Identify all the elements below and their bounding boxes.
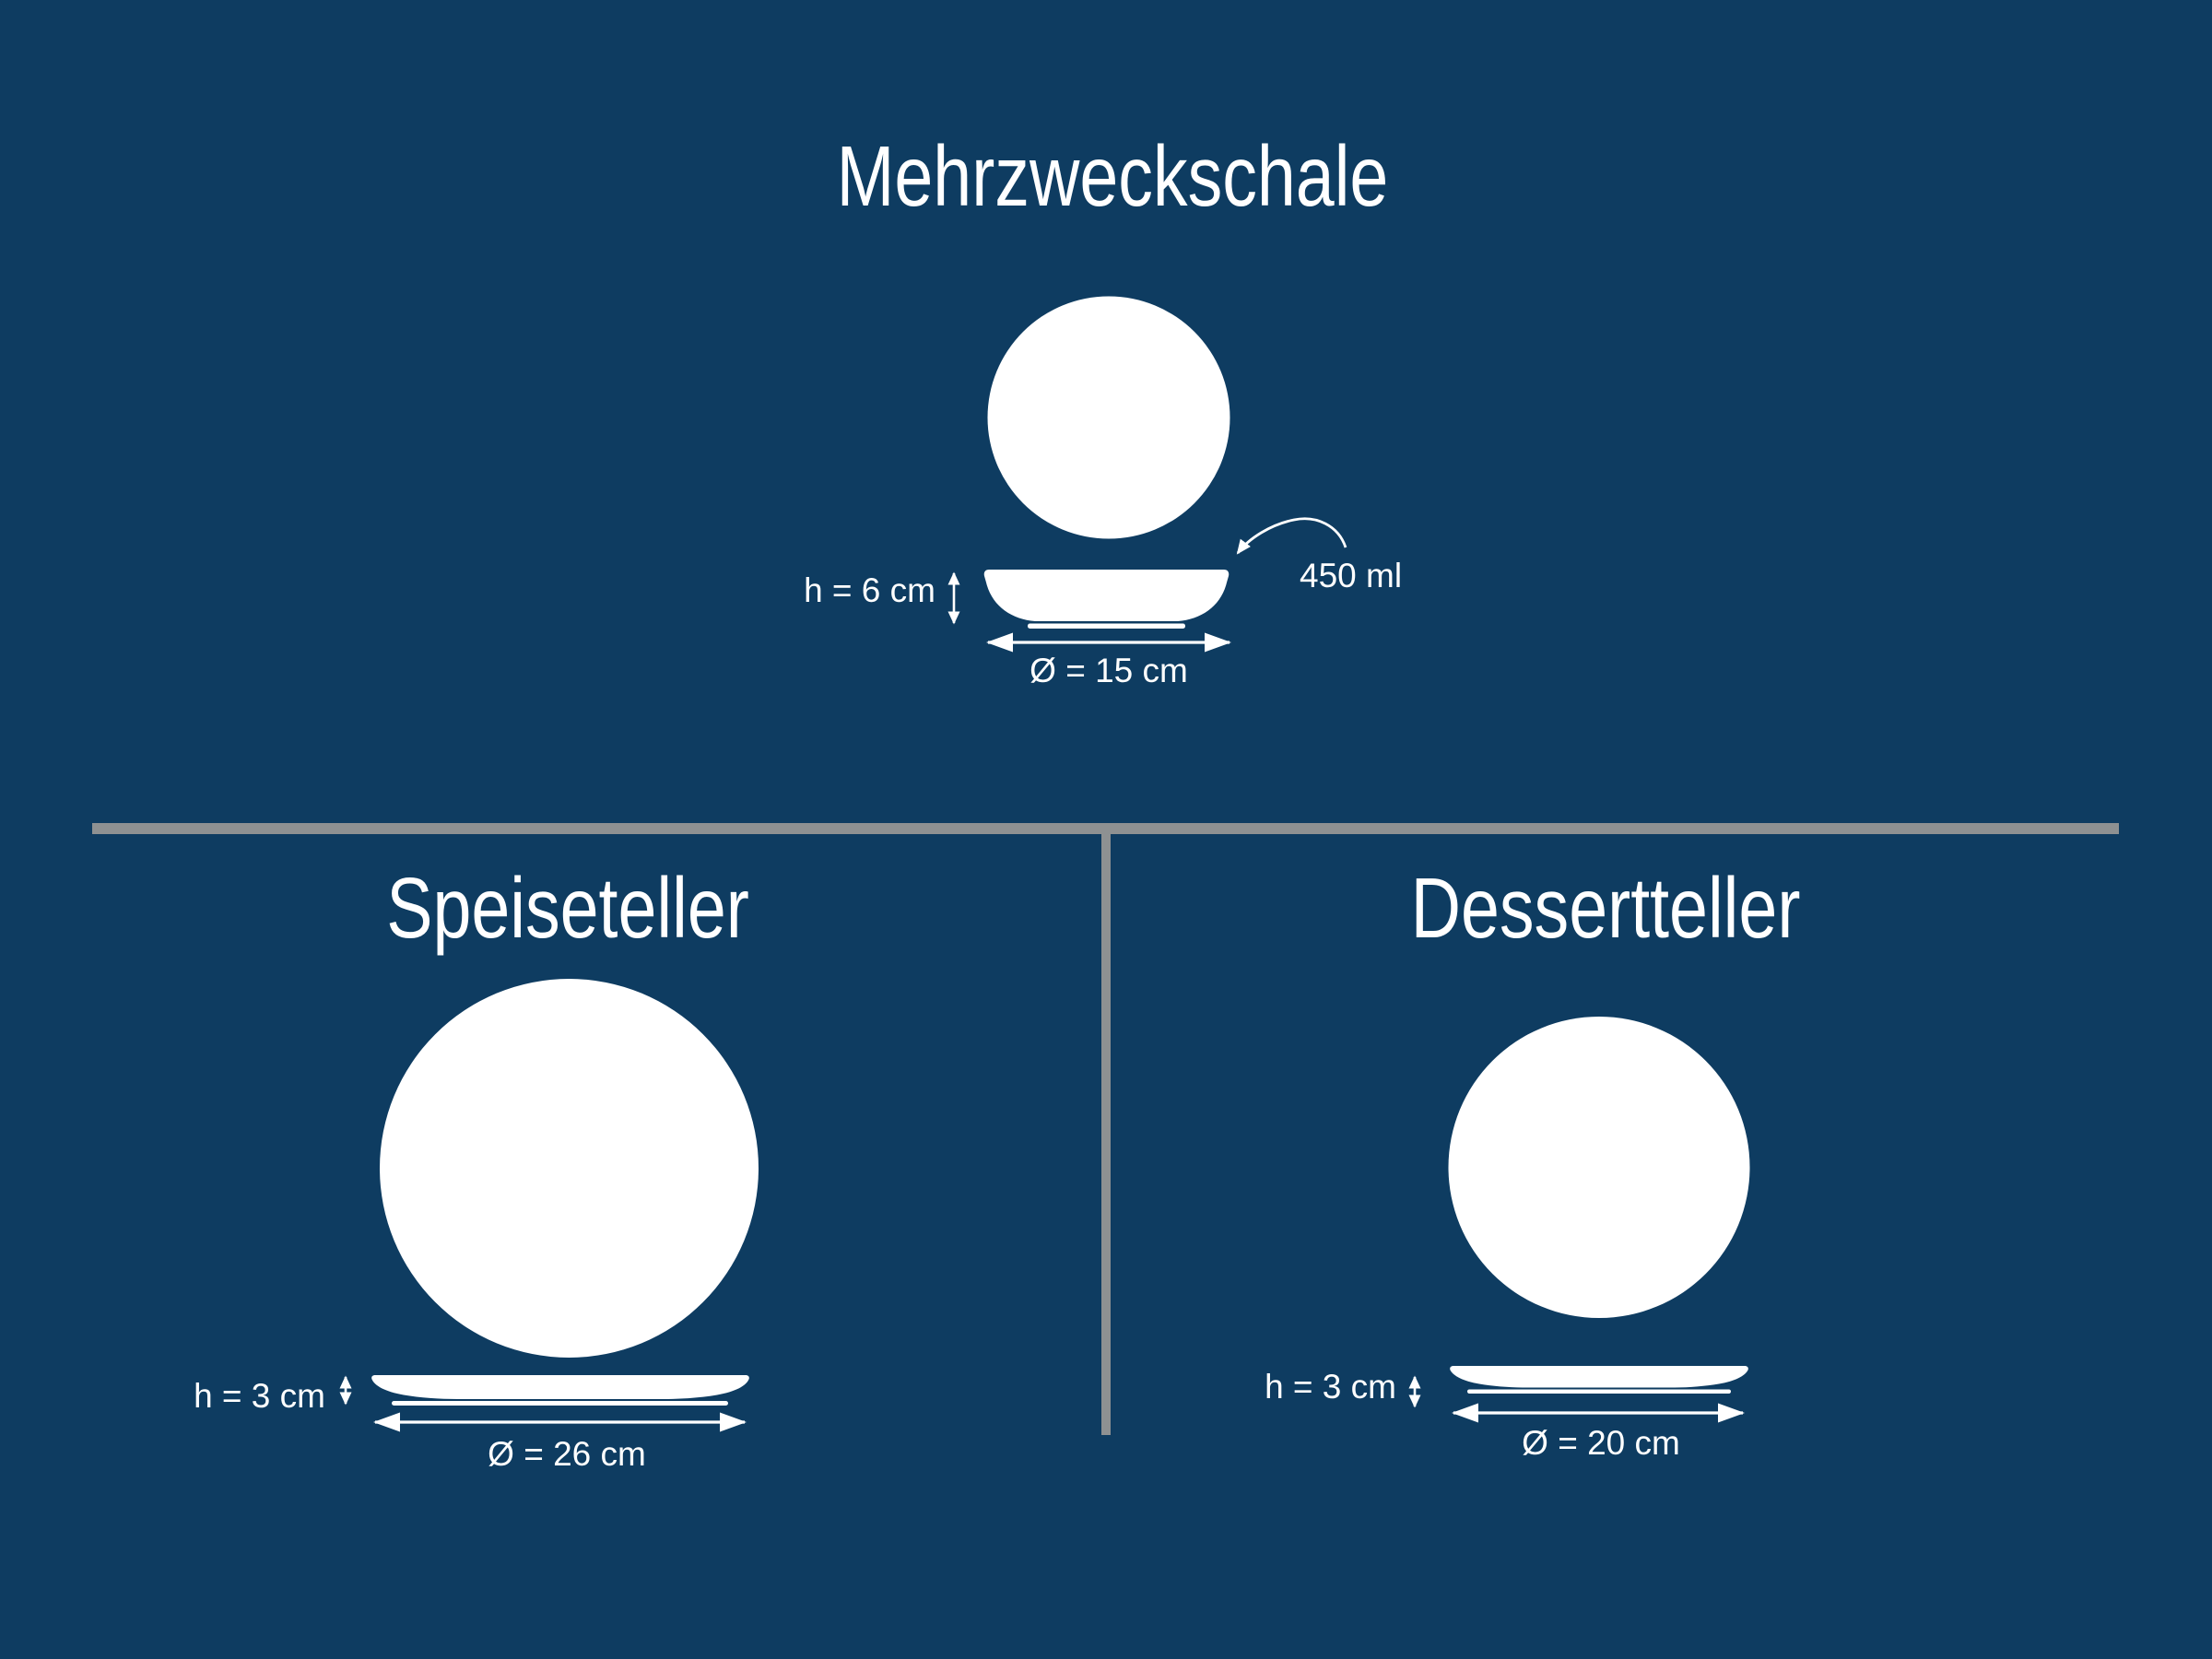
dinner-plate-side-view-body	[371, 1375, 749, 1399]
bowl-height-label: h = 6 cm	[804, 571, 935, 609]
bowl-side-view-foot	[1028, 624, 1185, 629]
bowl-side-view	[984, 570, 1230, 629]
dessert-plate-top-view-circle	[1449, 1017, 1750, 1318]
dinner-plate-side-view-foot	[392, 1401, 728, 1406]
dinner-plate-side-view	[371, 1375, 749, 1406]
dinner-plate-section-title: Speiseteller	[386, 860, 749, 956]
dinner-plate-diameter-label: Ø = 26 cm	[488, 1435, 646, 1473]
bowl-volume-label: 450 ml	[1300, 557, 1403, 594]
dessert-plate-side-view-foot	[1467, 1390, 1731, 1394]
bowl-section-title: Mehrzweckschale	[836, 128, 1389, 224]
vertical-divider	[1101, 832, 1111, 1435]
bowl-top-view-circle	[988, 297, 1230, 539]
volume-pointer-arrow	[1238, 519, 1346, 553]
dessert-plate-side-view	[1450, 1366, 1748, 1394]
dessert-plate-section-title: Dessertteller	[1410, 860, 1801, 956]
dessert-plate-side-view-body	[1450, 1366, 1748, 1388]
dessert-plate-diameter-label: Ø = 20 cm	[1522, 1424, 1680, 1462]
dinner-plate-top-view-circle	[380, 979, 759, 1358]
dinner-plate-height-label: h = 3 cm	[194, 1377, 325, 1415]
bowl-diameter-label: Ø = 15 cm	[1030, 652, 1188, 689]
bowl-side-view-body	[984, 570, 1230, 621]
dessert-plate-height-label: h = 3 cm	[1265, 1368, 1396, 1406]
